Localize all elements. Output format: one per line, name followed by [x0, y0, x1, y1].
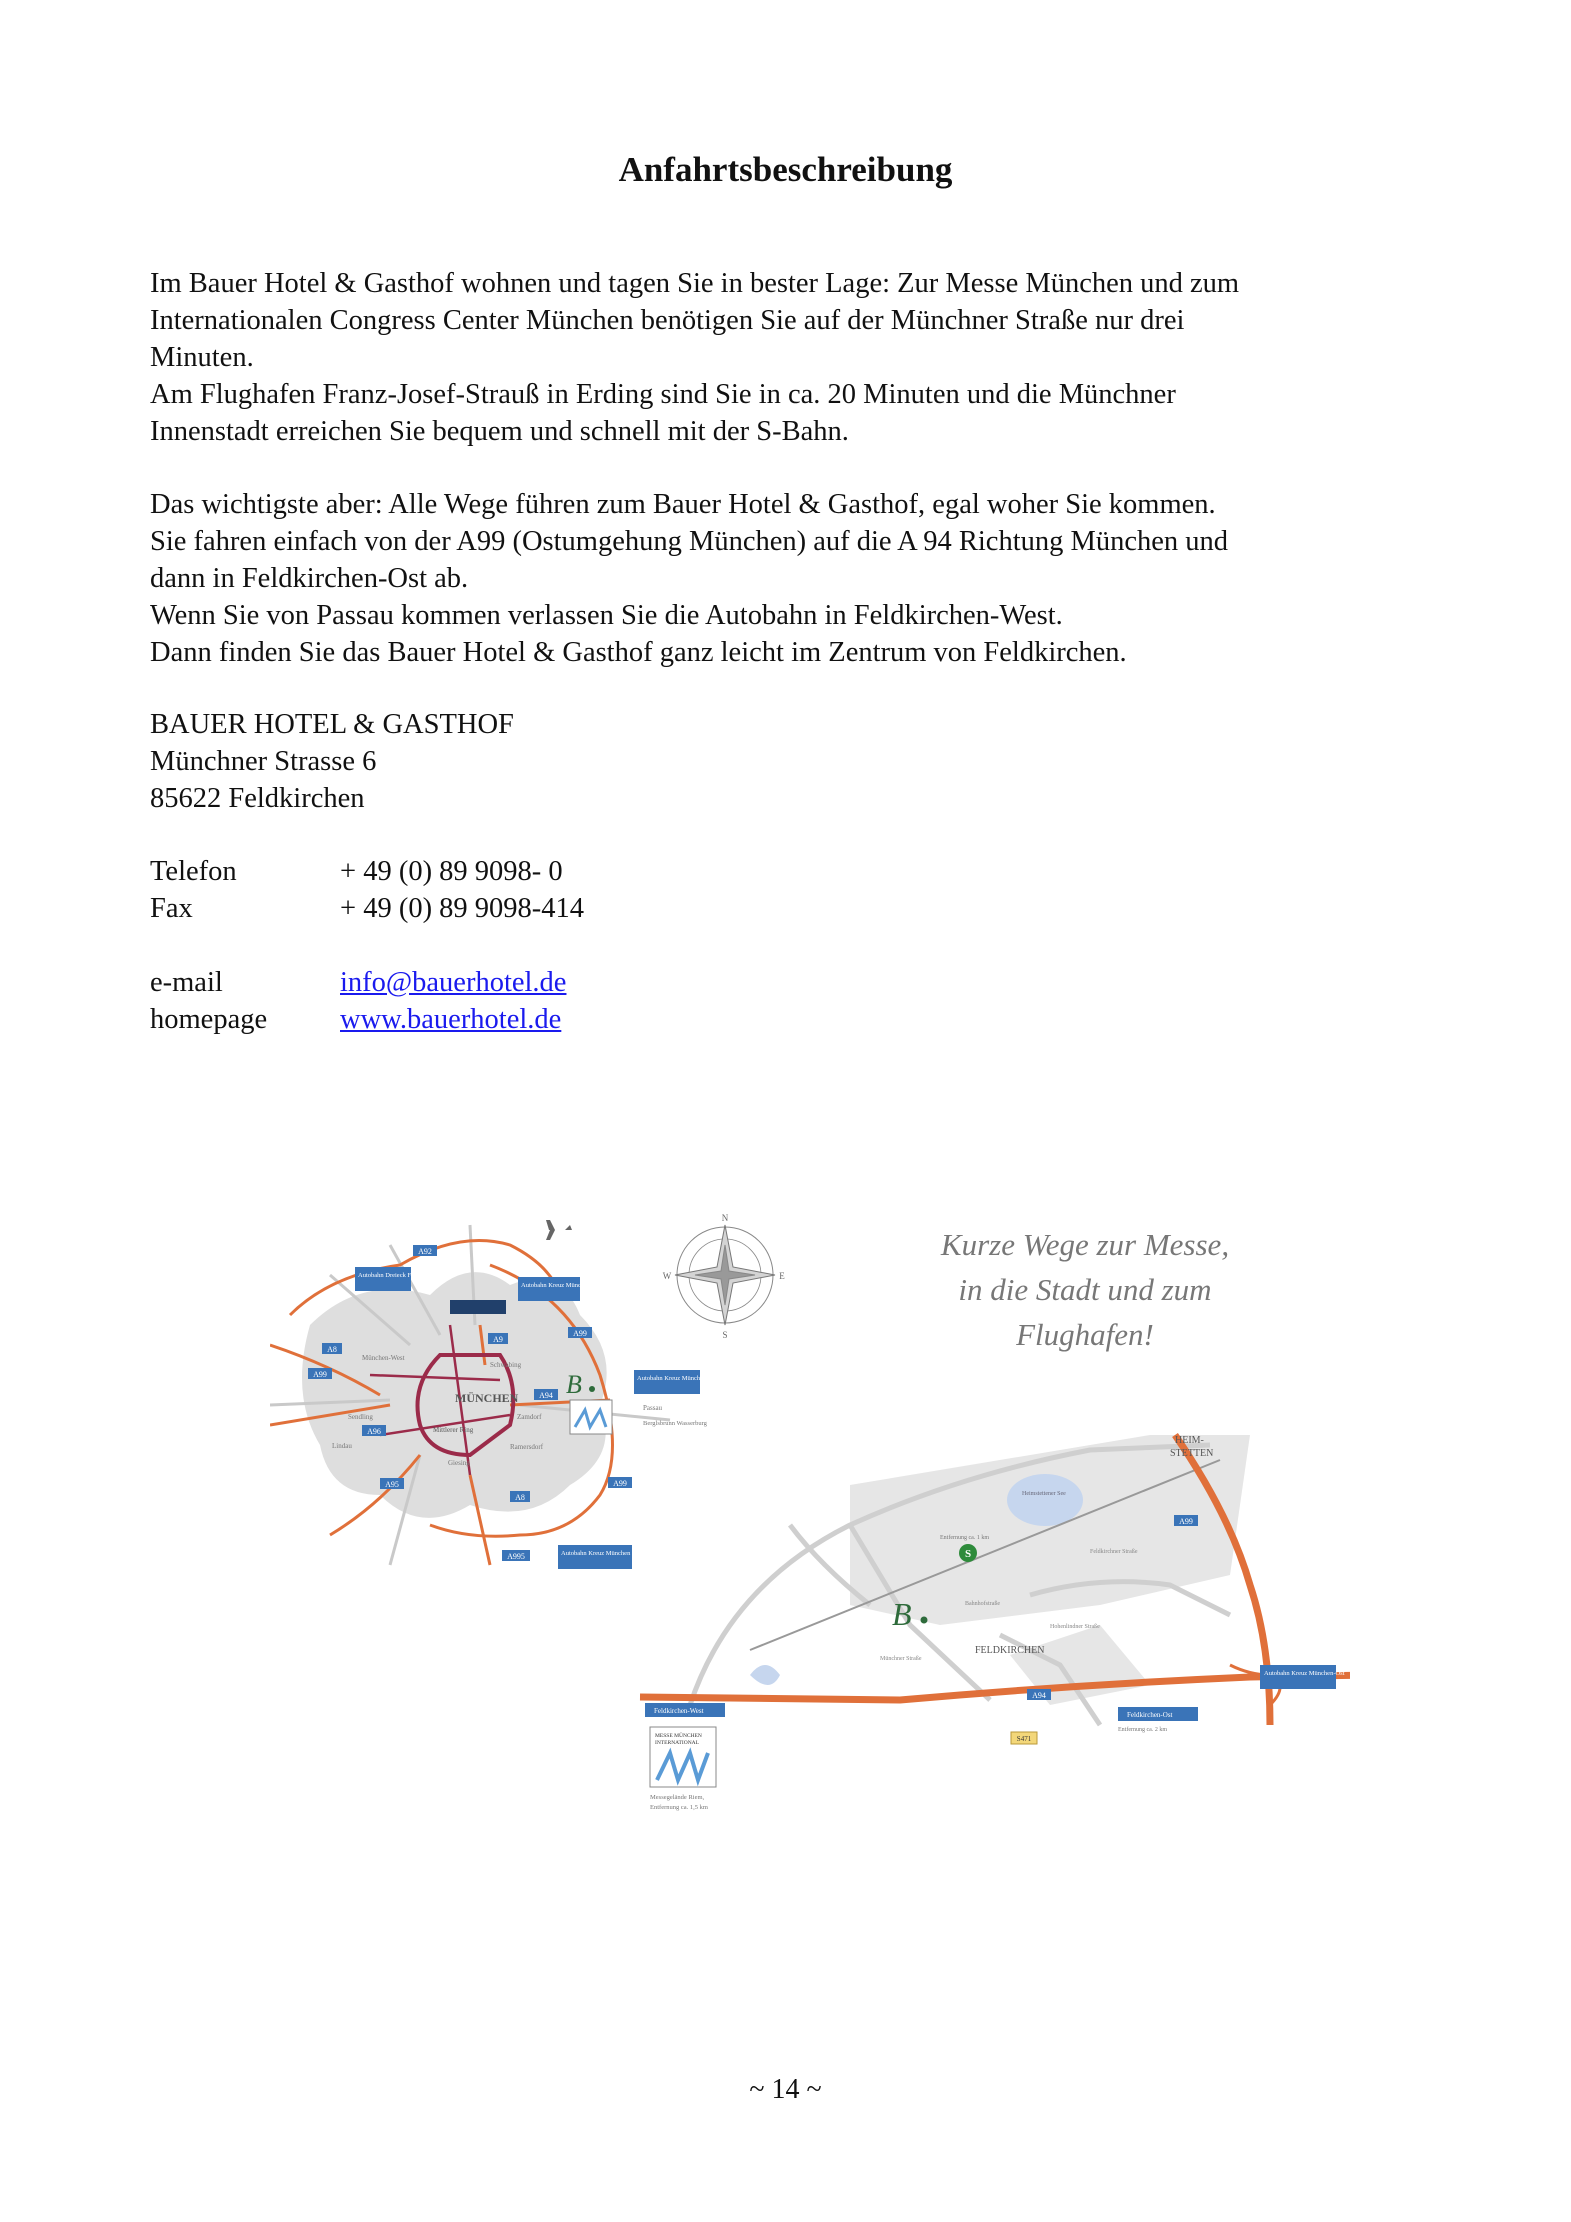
street-label: Münchner Straße	[880, 1656, 922, 1662]
svg-text:A9: A9	[493, 1335, 503, 1344]
messe-logo-icon	[570, 1400, 612, 1434]
svg-text:B: B	[892, 1596, 912, 1632]
heimstetten-label: HEIM-STETTEN	[1170, 1435, 1214, 1459]
compass-south: S	[722, 1330, 728, 1340]
text-line: Das wichtigste aber: Alle Wege führen zum Bauer Hotel & Gasthof, egal woher Sie kommen.	[150, 489, 1216, 520]
junction-feldmoching	[355, 1267, 443, 1291]
email-label: e-mail	[150, 967, 223, 998]
compass-east: E	[779, 1271, 785, 1281]
highway-shield-a95	[380, 1478, 404, 1489]
svg-text:Flughafen!: Flughafen!	[1016, 1317, 1154, 1352]
hotel-name: BAUER HOTEL & GASTHOF	[150, 709, 514, 740]
place-label: Giesing	[448, 1459, 470, 1467]
highway-shield-a99	[568, 1327, 592, 1338]
exit-ost-distance: Entfernung ca. 2 km	[1118, 1727, 1167, 1733]
svg-text:A8: A8	[515, 1493, 525, 1502]
svg-text:A96: A96	[367, 1427, 381, 1436]
lake-label: Heimstettener See	[1022, 1491, 1066, 1497]
highway-shield-a92	[413, 1245, 437, 1256]
web-row	[150, 1001, 561, 1038]
page-number: ~ 14 ~	[749, 2074, 822, 2105]
slogan	[940, 1227, 1229, 1352]
city: 85622 Feldkirchen	[150, 783, 365, 814]
phone-value: + 49 (0) 89 9098- 0	[340, 856, 563, 887]
compass-north: N	[721, 1213, 729, 1223]
place-label: Sendling	[348, 1413, 373, 1421]
svg-text:A8: A8	[327, 1345, 337, 1354]
place-label: Ramersdorf	[510, 1443, 544, 1451]
svg-text:Feldkirchen-Ost: Feldkirchen-Ost	[1127, 1711, 1173, 1719]
svg-text:Autobahn Kreuz München-Ost: Autobahn Kreuz München-Ost	[1264, 1670, 1345, 1677]
svg-text:A94: A94	[539, 1391, 553, 1400]
place-label: Schwabing	[490, 1361, 522, 1369]
junction-muenchen-ost	[1260, 1665, 1345, 1689]
highway-shield-a99-south	[608, 1477, 632, 1488]
pond	[750, 1665, 780, 1685]
lake-heimstetten	[1007, 1474, 1083, 1526]
street-label: Hohenlindner Straße	[1050, 1624, 1100, 1630]
allianz-arena-icon	[450, 1300, 506, 1314]
highway-shield-a8	[322, 1343, 342, 1354]
text-line: dann in Feldkirchen-Ost ab.	[150, 563, 469, 594]
intro-paragraph	[150, 265, 1430, 450]
svg-text:A99: A99	[573, 1329, 587, 1338]
exit-feldkirchen-west	[645, 1703, 725, 1717]
city-label: MÜNCHEN	[455, 1391, 519, 1405]
svg-text:Autobahn Kreuz München Nord: Autobahn Kreuz München Nord	[521, 1282, 606, 1289]
address-block	[150, 706, 514, 817]
svg-text:in die Stadt und zum: in die Stadt und zum	[958, 1272, 1212, 1307]
highway-shield-a94	[1027, 1689, 1051, 1700]
place-label: München-West	[362, 1354, 405, 1362]
homepage-link[interactable]: www.bauerhotel.de	[340, 1004, 562, 1035]
svg-text:A94: A94	[1032, 1691, 1046, 1700]
text-line: Wenn Sie von Passau kommen verlassen Sie die Autobahn in Feldkirchen-West.	[150, 600, 1063, 631]
compass-rose-icon	[675, 1225, 775, 1325]
highway-shield-a99-west	[308, 1368, 332, 1379]
street-label: Feldkirchner Straße	[1090, 1549, 1138, 1555]
autobahn-a94	[640, 1675, 1350, 1700]
fax-row	[150, 890, 584, 927]
street: Münchner Strasse 6	[150, 746, 377, 777]
ring-label: Mittlerer Ring	[433, 1426, 474, 1434]
fax-label: Fax	[150, 893, 193, 924]
svg-text:A99: A99	[613, 1479, 627, 1488]
town-label: FELDKIRCHEN	[975, 1645, 1045, 1656]
svg-text:A99: A99	[1179, 1517, 1193, 1526]
highway-shield-a9	[488, 1333, 508, 1344]
place-label: Passau	[643, 1404, 663, 1412]
messe-logo-icon	[650, 1727, 716, 1787]
text-line: Dann finden Sie das Bauer Hotel & Gasthof ganz leicht im Zentrum von Feldkirchen.	[150, 637, 1127, 668]
phone-label: Telefon	[150, 856, 237, 887]
svg-text:INTERNATIONAL: INTERNATIONAL	[655, 1740, 699, 1746]
highway-shield-a96	[362, 1425, 386, 1436]
text-line: Innenstadt erreichen Sie bequem und schnell mit der S-Bahn.	[150, 416, 849, 447]
highway-shield-a94	[534, 1389, 558, 1400]
svg-text:MESSE MÜNCHEN: MESSE MÜNCHEN	[655, 1733, 702, 1739]
svg-text:Autobahn Kreuz München Brunnth: Autobahn Kreuz München Brunnthal	[561, 1550, 658, 1557]
sbahn-distance: Entfernung ca. 1 km	[940, 1535, 989, 1541]
text-line: Im Bauer Hotel & Gasthof wohnen und tagen Sie in bester Lage: Zur Messe München und zum	[150, 268, 1240, 299]
svg-text:B: B	[566, 1370, 582, 1399]
svg-text:A99: A99	[313, 1370, 327, 1379]
place-label: Zamdorf	[517, 1413, 542, 1421]
highway-shield-a995	[502, 1550, 530, 1561]
street-label: Bahnhofstraße	[965, 1601, 1000, 1607]
junction-muenchen-nord	[518, 1277, 606, 1301]
svg-text:A995: A995	[507, 1552, 525, 1561]
route-paragraph	[150, 486, 1430, 671]
exit-feldkirchen-ost	[1118, 1707, 1198, 1721]
fax-value: + 49 (0) 89 9098-414	[340, 893, 585, 924]
svg-text:Feldkirchen-West: Feldkirchen-West	[654, 1707, 704, 1715]
svg-text:Autobahn Kreuz München Ost: Autobahn Kreuz München Ost	[637, 1375, 717, 1382]
svg-text:Kurze Wege zur Messe,: Kurze Wege zur Messe,	[940, 1227, 1230, 1262]
web-label: homepage	[150, 1004, 268, 1035]
text-line: Sie fahren einfach von der A99 (Ostumgehung München) auf die A 94 Richtung München und	[150, 526, 1229, 557]
email-link[interactable]: info@bauerhotel.de	[340, 967, 567, 998]
email-row	[150, 964, 566, 1001]
text-line: Minuten.	[150, 342, 254, 373]
svg-text:S: S	[964, 1548, 972, 1560]
highway-shield-a8-south	[510, 1491, 530, 1502]
airplane-icon	[535, 1220, 572, 1240]
page-title: Anfahrtsbeschreibung	[618, 150, 953, 189]
svg-text:S471: S471	[1016, 1735, 1032, 1743]
road-shield-s471	[1011, 1732, 1037, 1744]
text-line: Am Flughafen Franz-Josef-Strauß in Erding sind Sie in ca. 20 Minuten und die Münchner	[150, 379, 1176, 410]
s-bahn-icon	[959, 1544, 977, 1562]
compass-west: W	[662, 1271, 672, 1281]
feldkirchen-detail-map	[630, 1205, 1350, 1825]
place-label: Berglsbrunn Wasserburg	[643, 1420, 707, 1427]
text-line: Internationalen Congress Center München benötigen Sie auf der Münchner Straße nur drei	[150, 305, 1185, 336]
svg-text:Autobahn Dreieck Feldmoching: Autobahn Dreieck Feldmoching	[358, 1272, 442, 1279]
messe-caption: Messegelände Riem,	[650, 1794, 705, 1801]
phone-row	[150, 853, 563, 890]
place-label: Lindau	[332, 1442, 352, 1450]
svg-text:A95: A95	[385, 1480, 399, 1489]
highway-shield-a99	[1174, 1515, 1198, 1526]
messe-caption: Entfernung ca. 1,5 km	[650, 1804, 708, 1811]
svg-text:A92: A92	[418, 1247, 432, 1256]
